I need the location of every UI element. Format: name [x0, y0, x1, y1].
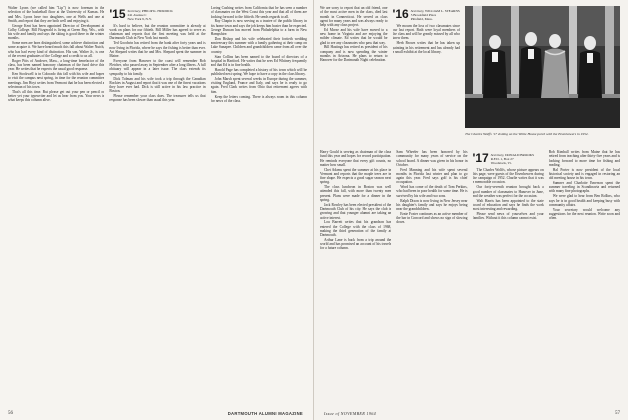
right-lower-column-3 — [473, 150, 544, 406]
secretary-city: Woodstock, Vt. — [490, 160, 512, 165]
paragraph: Roger Pitts of Andover, Mass., a long-time benefactor of the class, has been named honorary chairman of the fund drive this year. He writes that he expects the usual good response. — [8, 58, 105, 72]
class-secretary-info — [128, 9, 173, 22]
paragraph: Walter Lyons (we called him "Lip") is now foreman in the selection of the basketball floor at the University of Kansas. He and Mrs. Lyons have two daughters, one at Wells and one at Smith, and report that they are both well and enjoying it. — [8, 6, 105, 23]
left-column-3 — [211, 6, 307, 406]
paragraph: Please send news of yourselves and your families. Without it this column cannot exist. — [472, 212, 544, 221]
paragraph: Your secretary would welcome any suggestions for the next reunion. Write soon and often. — [548, 207, 620, 221]
photo-white-house-porch — [465, 6, 620, 128]
paragraph: We are sorry to report that an old friend, one of the most active men in the class, died last month in Connecticut. He served as class agent for many years and was always ready to help with any class project. — [320, 6, 388, 27]
paragraph: Harold Page has completed a history of his town which will be published next spring. We hope to have a copy in the class library. — [210, 67, 307, 77]
paragraph: Chet Adams spent the summer at his place in Vermont and reports that the maple trees are in fine shape. He expects a good sugar season next spring. — [320, 167, 392, 185]
right-upper-columns — [320, 6, 460, 146]
paragraph: Keep the letters coming. There is always room in this column for news of the class. — [210, 94, 307, 103]
right-page — [314, 0, 628, 420]
secretary-address: R.F.D. 1, Box 27 — [490, 156, 514, 161]
paragraph: Herb Brown writes that he has taken up painting in his retirement and has already had a small exhibit at the local library. — [392, 41, 460, 54]
page-number: 57 — [615, 411, 620, 416]
class-header-16 — [393, 9, 461, 22]
paragraph: Ralph Dixon is now living in New Jersey near his daughter's family and says he enjoys being near the grandchildren. — [396, 198, 468, 212]
paragraph: The Charles Wolffs, whose picture appears on this page, were guests of the Eisenhowers during the campaign of 1952. Charlie writes that it was a memorable occasion. — [472, 167, 544, 185]
secretary-address: 241 Avenue C — [127, 12, 147, 17]
secretary-name: PHILIP K. HURDICK — [141, 9, 173, 13]
photo-caption: The Charles Wolffs '17 visiting on the White House porch with the Eisenhowers in 1952. — [465, 132, 589, 136]
running-head: DARTMOUTH ALUMNI MAGAZINE — [227, 411, 303, 416]
paragraph: Stan Collins has been named to the board of directors of a hospital in Hartford. He writes that he sees Ed Whitney frequently and that Ed is in fine health. — [210, 54, 307, 68]
paragraph: Ed Morse and his wife have moved to a new home in Virginia and are enjoying the milder climate. Ed writes that he would be glad to see any classmates who pass that way. — [320, 27, 388, 45]
class-number: '15 — [109, 7, 126, 21]
page-number: 56 — [8, 411, 13, 416]
paragraph: We were glad to hear from Ben Rollins, who says he is in good health and keeping busy with community affairs. — [548, 194, 620, 207]
paragraph: Hal Porter is now president of the local historical society and is engaged in restoring an old meeting house in his town. — [548, 167, 620, 181]
secretary-role: Secretary, — [490, 153, 505, 157]
paragraph: Ted Goodwin has retired from the bank after forty years and is now living in Florida, where he says the fishing is better than ever. Art Shepard writes that he and Mrs. Shepard spent the summer in Maine. — [109, 41, 206, 59]
paragraph: Dick Tolman and his wife took a trip through the Canadian Rockies in August and report that it was one of the finest vacations they have ever had. Dick is still active in his law practice in Boston. — [109, 76, 206, 94]
class-secretary-info — [411, 9, 460, 22]
paragraph: Arthur Lane is back from a trip around the world and has promised an account of his travels for a future column. — [320, 237, 392, 251]
paragraph: Walt Harris has been appointed to the state board of education and says he finds the work most interesting and rewarding. — [472, 198, 544, 212]
paragraph: Loring Cushing writes from California that he has seen a number of classmates on the West Coast this year and that all of them are looking forward to the fiftieth. He sends regards to all. — [210, 6, 307, 19]
class-header-17 — [473, 153, 544, 166]
paragraph: George Kent has been appointed Director of Development at Colby College. Bill Fitzgerald is living at Green Bay, Wis., with his wife and family and says the skiing is good there in the winter months. — [8, 23, 105, 41]
class-secretary-info — [491, 153, 534, 166]
secretary-city: New York 9, N.Y. — [127, 16, 152, 21]
right-lower-column-1 — [320, 150, 391, 406]
paragraph: Everyone from Hanover to the coast will remember Bob Fletcher, who passed away in September after a long illness. A full obituary will appear in a later issue. The class extends its sympathy to his family. — [109, 58, 206, 76]
paragraph: It's hard to believe, but the reunion committee is already at work on plans for our fiftieth. Bill Miller has agreed to serve as chairman and reports that the first meeting was held at the Dartmouth Club in New York last month. — [109, 23, 206, 41]
secretary-address: 5 Brookfield Place — [410, 12, 437, 17]
paragraph: Ken Stockwell is in Colorado this fall with his wife and hopes to visit the campus next spring, in time for the reunion committee meetings. Jim Hoyt writes from Vermont that he has been elected a selectman of his town. — [8, 72, 105, 89]
paragraph: Bill Hastings has retired as president of his company and is now spending the winter months in Arizona. He plans to return to Hanover for the Dartmouth Night celebration. — [320, 45, 388, 63]
right-upper-column-1 — [320, 6, 388, 146]
paragraph: We mourn the loss of two classmates since our last report. Both were loyal members of the class and will be greatly missed by all who knew them. — [392, 23, 460, 41]
right-lower-column-2 — [396, 150, 467, 406]
left-column-2 — [109, 6, 205, 406]
paragraph: Don Bishop and his wife celebrated their fortieth wedding anniversary this summer with a family gathering at their camp on Lake Sunapee. Children and grandchildren came from all over the country. — [210, 36, 307, 54]
paragraph: Ernie Foster continues as an active member of the bar in Concord and shows no sign of slowing down. — [396, 211, 468, 225]
paragraph: Bob Kimball writes from Maine that he has retired from teaching after thirty-five years and is looking forward to more time for fishing and reading. — [548, 150, 620, 167]
class-number: '17 — [472, 151, 489, 165]
paragraph: That's all this time. But please get out your pen or pencil or better yet your typewriter and let us hear from you. Your news is what keeps this column alive. — [8, 89, 105, 103]
secretary-role: Secretary, — [410, 9, 425, 13]
secretary-city: Pittsfield, Mass. — [410, 16, 433, 21]
right-lower-columns — [320, 150, 620, 406]
secretary-role: Secretary, — [127, 9, 142, 13]
paragraph: Sam Wheeler has been honored by his community for many years of service on the school board. A dinner was given in his honor in October. — [396, 150, 468, 167]
paragraph: Ray Chapin is now serving as a trustee of the public library in his home town and says the job keeps him busier than he expected. George Duncan has moved from Philadelphia to a farm in New Hampshire. — [210, 19, 307, 37]
paragraph: Jack Rowley has been elected president of the Dartmouth Club of his city. He says the club is growing and that younger alumni are taking an active interest. — [320, 202, 392, 220]
left-column-1 — [8, 6, 104, 406]
class-header-15 — [109, 9, 205, 22]
paragraph: John Marsh spent several weeks in Europe during the summer, visiting England, France and Italy, and says he is ready to go again. Fred Clark writes from Ohio that retirement agrees with him. — [210, 76, 307, 94]
class-number: '16 — [392, 7, 409, 21]
secretary-name: DONALD BROOKS — [505, 153, 535, 157]
paragraph: Harry Gould is serving as chairman of the class fund this year and hopes for record participation. He reminds everyone that every gift counts, no matter how small. — [320, 150, 392, 167]
left-columns — [8, 6, 307, 406]
paragraph: Our forty-seventh reunion brought back a good number of classmates to Hanover in June, and the weather was perfect for the occasion. — [472, 185, 544, 198]
secretary-name: WILLIAM L. STEARNS — [425, 9, 460, 13]
right-upper-column-2 — [393, 6, 461, 146]
paragraph: Fred Manning and his wife spent several months in Florida last winter and plan to go again this year. Fred says golf is his chief occupation. — [396, 167, 468, 185]
paragraph: Word has come of the death of Tom Perkins, who had been in poor health for some time. He is survived by his wife and two sons. — [396, 185, 468, 198]
paragraph: Please remember your class dues. The treasurer tells us that response has been slower than usual this year. — [109, 94, 206, 103]
photo-image — [465, 6, 620, 128]
right-lower-column-4 — [549, 150, 620, 406]
paragraph: The class luncheon in Boston was well attended this fall, with more than twenty men present. Plans were made for a dinner in the spring. — [320, 185, 392, 202]
paragraph: Some men are born distinguished, some achieve distinction and some acquire it. We have heard much this fall about Walter Nutch, who has had every kind of distinction. His son, Walter Jr., is one of the recent graduates of the College and a credit to us all. — [8, 41, 105, 58]
paragraph: Sumner and Charlotte Emerson spent the summer traveling in Scandinavia and returned with many fine photographs. — [548, 180, 620, 194]
paragraph: Lou Barrett writes that his grandson has entered the College with the class of 1968, making the third generation of the family at Dartmouth. — [320, 220, 392, 238]
running-head: Issue of NOVEMBER 1964 — [324, 411, 377, 416]
